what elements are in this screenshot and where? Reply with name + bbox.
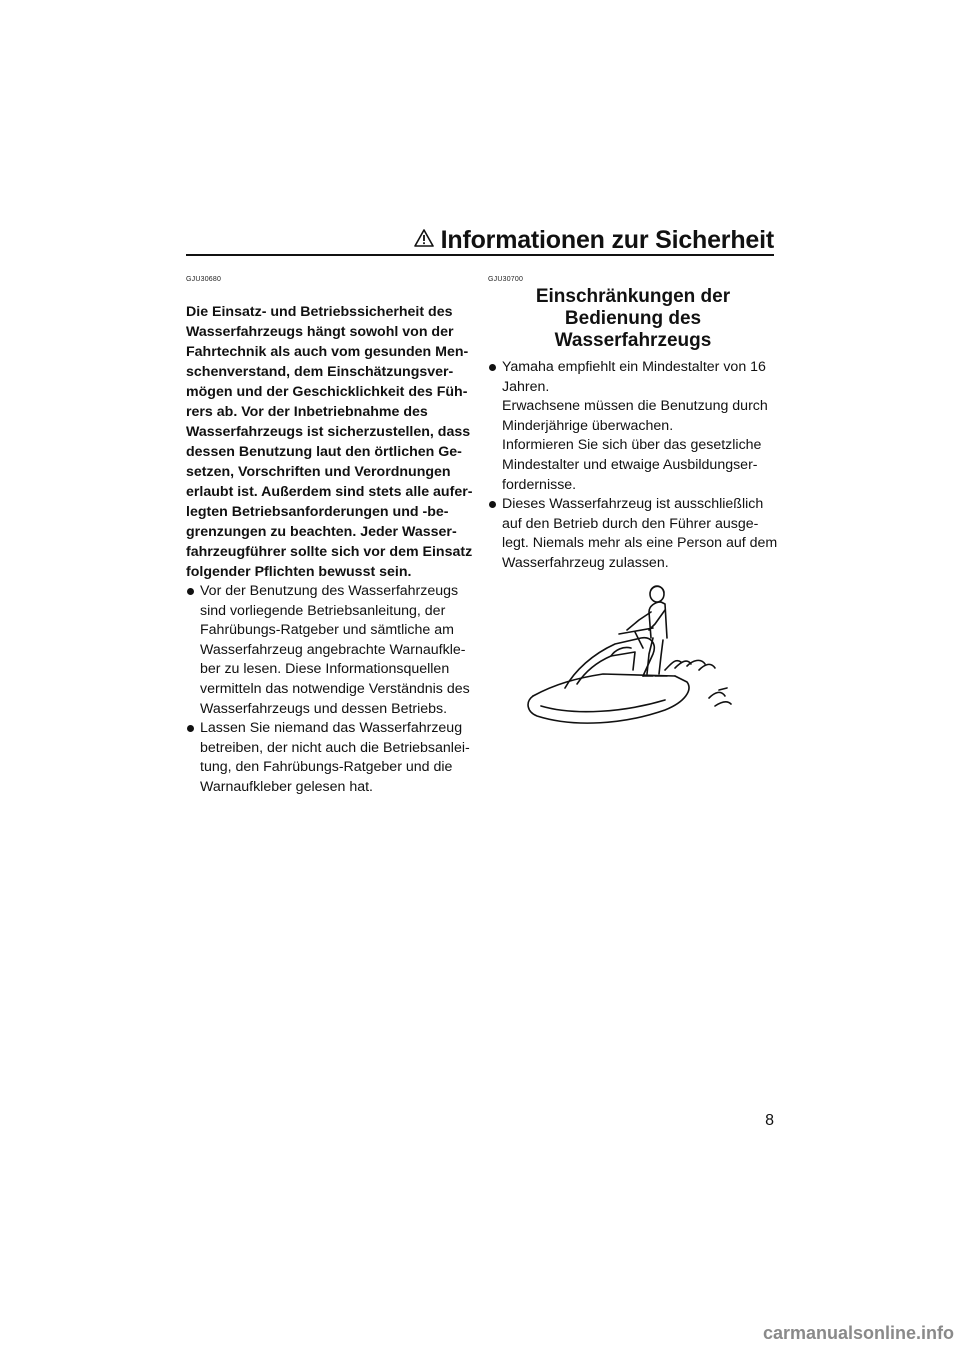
list-item-line: auf den Betrieb durch den Führer ausge- [502, 515, 759, 532]
intro-line: rers ab. Vor der Inbetriebnahme des [186, 404, 428, 420]
page-number: 8 [765, 1112, 774, 1129]
intro-line: folgender Pflichten bewusst sein. [186, 564, 412, 580]
intro-line: Die Einsatz- und Betriebssicherheit des [186, 304, 453, 320]
list-item-line: Fahrübungs-Ratgeber und sämtliche am [200, 622, 454, 639]
list-item-line: Wasserfahrzeug zulassen. [502, 554, 669, 571]
watermark: carmanualsonline.info [762, 1323, 954, 1343]
list-item [186, 719, 476, 797]
intro-line: fahrzeugführer sollte sich vor dem Einsatz [186, 544, 473, 560]
page-title: Informationen zur Sicherheit [440, 226, 774, 254]
bullet-icon [187, 588, 194, 595]
warning-triangle-icon [414, 229, 434, 252]
list-item-line: Lassen Sie niemand das Wasserfahrzeug [200, 720, 463, 737]
intro-line: Wasserfahrzeugs hängt sowohl von der [186, 324, 454, 340]
intro-line: schenverstand, dem Einschätzungsver- [186, 364, 454, 380]
list-item-line: Vor der Benutzung des Wasserfahrzeugs [200, 583, 459, 599]
intro-line: grenzungen zu beachten. Jeder Wasser- [186, 524, 457, 540]
list-item-line: Informieren Sie sich über das gesetzliche [502, 437, 762, 454]
list-item-line: vermitteln das notwendige Verständnis des [200, 680, 470, 697]
list-item-line: ber zu lesen. Diese Informationsquellen [200, 661, 450, 678]
list-item-line: fordernisse. [502, 476, 577, 493]
bullet-list [488, 358, 778, 574]
heading-line: Bedienung des [564, 308, 702, 329]
list-item-line: Yamaha empfiehlt ein Mindestalter von 16 [502, 359, 766, 375]
list-item-line: Jahren. [502, 378, 550, 395]
list-item-line: tung, den Fahrübungs-Ratgeber und die [200, 759, 453, 776]
left-column [186, 276, 476, 798]
list-item-line: Dieses Wasserfahrzeug ist ausschließlich [502, 496, 764, 513]
bullet-icon [489, 501, 496, 508]
list-item-line: Minderjährige überwachen. [502, 417, 674, 434]
heading-line: Wasserfahrzeugs [554, 330, 712, 351]
intro-line: erlaubt ist. Außerdem sind stets alle aufer- [186, 484, 473, 500]
watercraft-rider-illustration [515, 578, 740, 730]
list-item-line: legt. Niemals mehr als eine Person auf dem [502, 535, 778, 552]
intro-paragraph [186, 302, 476, 582]
intro-line: Fahrtechnik als auch vom gesunden Men- [186, 344, 469, 360]
section-code: GJU30700 [488, 276, 524, 283]
intro-line: legten Betriebsanforderungen und -be- [186, 504, 449, 520]
list-item [488, 495, 778, 573]
list-item-line: Wasserfahrzeug angebrachte Warnaufkle- [200, 641, 466, 658]
list-item-line: Warnaufkleber gelesen hat. [200, 778, 373, 795]
list-item-line: Erwachsene müssen die Benutzung durch [502, 398, 768, 415]
list-item-line: Mindestalter und etwaige Ausbildungser- [502, 456, 758, 473]
list-item-line: Wasserfahrzeugs und dessen Betriebs. [200, 700, 448, 717]
list-item-line: sind vorliegende Betriebsanleitung, der [200, 602, 446, 619]
list-item [488, 358, 778, 495]
page-header [186, 224, 774, 256]
bullet-icon [187, 725, 194, 732]
list-item-line: betreiben, der nicht auch die Betriebsanlei- [200, 739, 470, 756]
list-item [186, 582, 476, 719]
intro-line: mögen und der Geschicklichkeit des Füh- [186, 384, 468, 400]
section-heading [488, 286, 778, 352]
header-divider [186, 254, 774, 256]
intro-line: Wasserfahrzeugs ist sicherzustellen, dass [186, 424, 471, 440]
intro-line: dessen Benutzung laut den örtlichen Ge- [186, 444, 462, 460]
heading-line: Einschränkungen der [535, 286, 731, 307]
bullet-icon [489, 364, 496, 371]
right-column [488, 276, 778, 574]
section-code: GJU30680 [186, 276, 222, 283]
bullet-list [186, 582, 476, 798]
intro-line: setzen, Vorschriften und Verordnungen [186, 464, 451, 480]
